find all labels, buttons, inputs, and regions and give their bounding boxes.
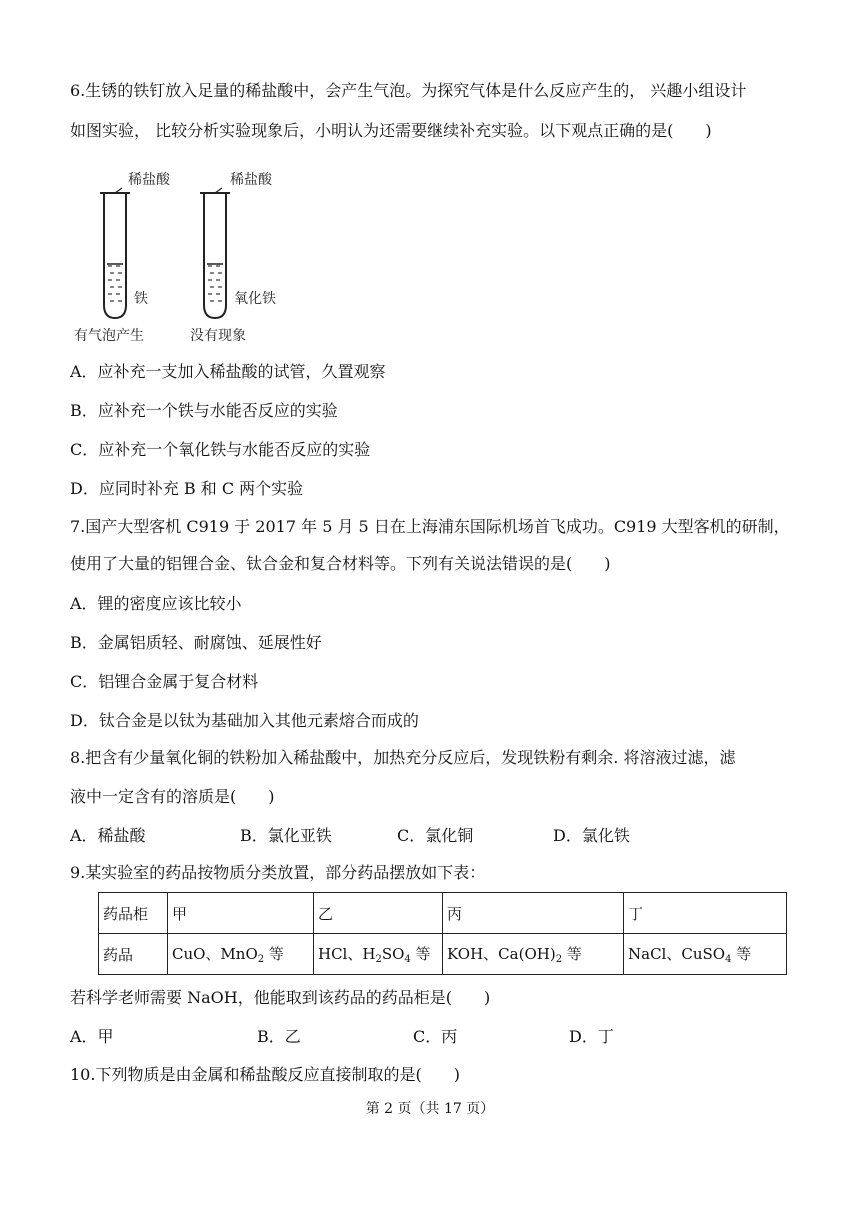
table-header-cell: 丁	[624, 893, 787, 934]
test-tubes-figure	[70, 160, 300, 350]
q7-option-d: D．钛合金是以钛为基础加入其他元素熔合而成的	[70, 711, 419, 730]
tube2-acid-label: 稀盐酸	[230, 172, 272, 188]
q6-stem-line2: 如图实验， 比较分析实验现象后，小明认为还需要继续补充实验。以下观点正确的是( )	[70, 121, 712, 140]
tube1-content-label: 铁	[134, 291, 148, 307]
table-cell: HCl、$H_2SO_4$ 等	[314, 934, 443, 975]
q8-stem-line2: 液中一定含有的溶质是( )	[70, 787, 275, 806]
q7-option-a: A．锂的密度应该比较小	[70, 594, 242, 613]
q8-option-c: C．氯化铜	[397, 826, 474, 845]
q6-option-c: C．应补充一个氧化铁与水能否反应的实验	[70, 440, 371, 459]
tube1-acid-label: 稀盐酸	[128, 172, 170, 188]
table-header-cell: 丙	[443, 893, 624, 934]
q8-stem-line1: 8.把含有少量氧化铜的铁粉加入稀盐酸中，加热充分反应后，发现铁粉有剩余. 将溶液过滤，滤	[70, 748, 736, 767]
table-header-cell: 药品柜	[99, 893, 168, 934]
q9-option-b: B．乙	[257, 1027, 301, 1046]
table-header-cell: 甲	[168, 893, 314, 934]
tube1-result-label: 有气泡产生	[74, 328, 144, 344]
table-header-row	[99, 893, 787, 934]
q9-option-d: D．丁	[569, 1027, 614, 1046]
tube2-result-label: 没有现象	[190, 328, 246, 344]
q9-stem-line1: 9.某实验室的药品按物质分类放置，部分药品摆放如下表：	[70, 863, 486, 882]
q10-stem-line1: 10.下列物质是由金属和稀盐酸反应直接制取的是( )	[70, 1065, 460, 1084]
table-cell: KOH、$Ca(OH)_2$ 等	[443, 934, 624, 975]
q6-option-a: A．应补充一支加入稀盐酸的试管，久置观察	[70, 362, 386, 381]
q7-option-c: C．铝锂合金属于复合材料	[70, 672, 259, 691]
q8-option-d: D．氯化铁	[553, 826, 630, 845]
q6-stem-line1: 6.生锈的铁钉放入足量的稀盐酸中，会产生气泡。为探究气体是什么反应产生的， 兴趣小组设计	[70, 81, 747, 100]
table-row	[99, 934, 787, 975]
q7-stem-line1: 7.国产大型客机 C919 于 2017 年 5 月 5 日在上海浦东国际机场首飞成功。C919 大型客机的研制，	[70, 517, 790, 536]
q6-option-b: B．应补充一个铁与水能否反应的实验	[70, 401, 338, 420]
table-header-cell: 乙	[314, 893, 443, 934]
chemical-cabinet-table	[98, 892, 787, 975]
table-cell: CuO、MnO$_2$ 等	[168, 934, 314, 975]
table-cell: NaCl、CuSO$_4$ 等	[624, 934, 787, 975]
q7-option-b: B．金属铝质轻、耐腐蚀、延展性好	[70, 633, 322, 652]
q8-option-b: B．氯化亚铁	[240, 826, 332, 845]
q9-option-c: C．丙	[413, 1027, 458, 1046]
table-row-label: 药品	[99, 934, 168, 975]
q7-stem-line2: 使用了大量的铝锂合金、钛合金和复合材料等。下列有关说法错误的是( )	[70, 554, 611, 573]
q6-option-d: D．应同时补充 B 和 C 两个实验	[70, 479, 304, 498]
tube2-content-label: 氧化铁	[234, 291, 276, 307]
q9-option-a: A．甲	[70, 1027, 114, 1046]
q9-stem-line2: 若科学老师需要 NaOH，他能取到该药品的药品柜是( )	[70, 988, 491, 1007]
q8-option-a: A．稀盐酸	[70, 826, 146, 845]
page-footer: 第 2 页（共 17 页）	[365, 1101, 495, 1117]
